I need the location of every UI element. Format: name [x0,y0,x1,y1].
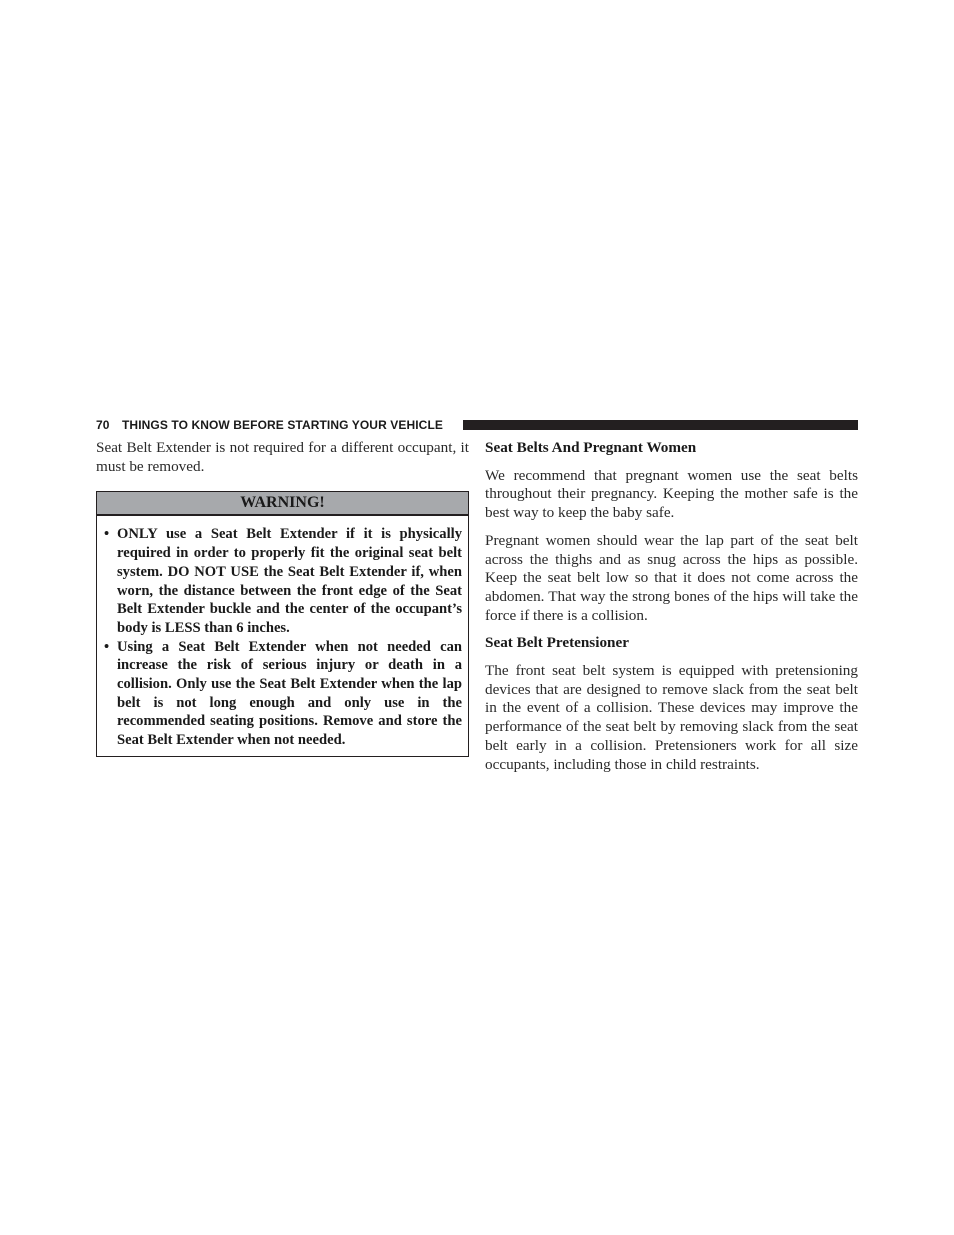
page-header [96,417,858,433]
section-title: THINGS TO KNOW BEFORE STARTING YOUR VEHICLE [122,418,443,432]
paragraph: The front seat belt system is equipped with pretensioning devices that are designed to remove slack from the seat belt in the event of a collision. These devices may improve the performance of the seat belt by removing slack from the seat belt early in a collision. Pretensioners work for all size occupants, including those in child restraints. [485,662,858,773]
header-rule-bar [463,420,858,430]
warning-item [103,638,462,750]
warning-box [96,491,469,756]
warning-item-text: Using a Seat Belt Extender when not needed can increase the risk of serious injury or death in a collision. Only use the Seat Belt Extender when the lap belt is not long enough and only use in the recommended seating positions. Remove and store the Seat Belt Extender when not needed. [117,638,462,749]
heading-pretensioner: Seat Belt Pretensioner [485,634,629,652]
paragraph: We recommend that pregnant women use the seat belts throughout their pregnancy. Keeping the mother safe is the best way to keep the baby safe. [485,466,858,522]
heading-pregnant-women: Seat Belts And Pregnant Women [485,439,697,456]
bullet-icon: • [104,526,110,543]
extender-intro-paragraph: Seat Belt Extender is not required for a different occupant, it must be removed. [96,439,469,475]
page-number: 70 [96,418,110,432]
warning-list [97,516,468,755]
warning-item [103,525,462,637]
right-column [485,438,858,774]
paragraph: Pregnant women should wear the lap part of the seat belt across the thighs and as snug across the hips as possible. Keep the seat belt low so that it does not come across the abdomen. That way the strong bones of the hips will take the force if there is a collision. [485,531,858,624]
bullet-icon: • [104,638,110,655]
warning-title: WARNING! [97,492,468,516]
warning-item-text: ONLY use a Seat Belt Extender if it is physically required in order to properly fit the original seat belt system. DO NOT USE the Seat Belt Extender if, when worn, the distance between the front edge of the Seat Belt Extender buckle and the center of the occupant’s body is LESS than 6 inches. [117,526,462,636]
left-column [96,438,469,757]
